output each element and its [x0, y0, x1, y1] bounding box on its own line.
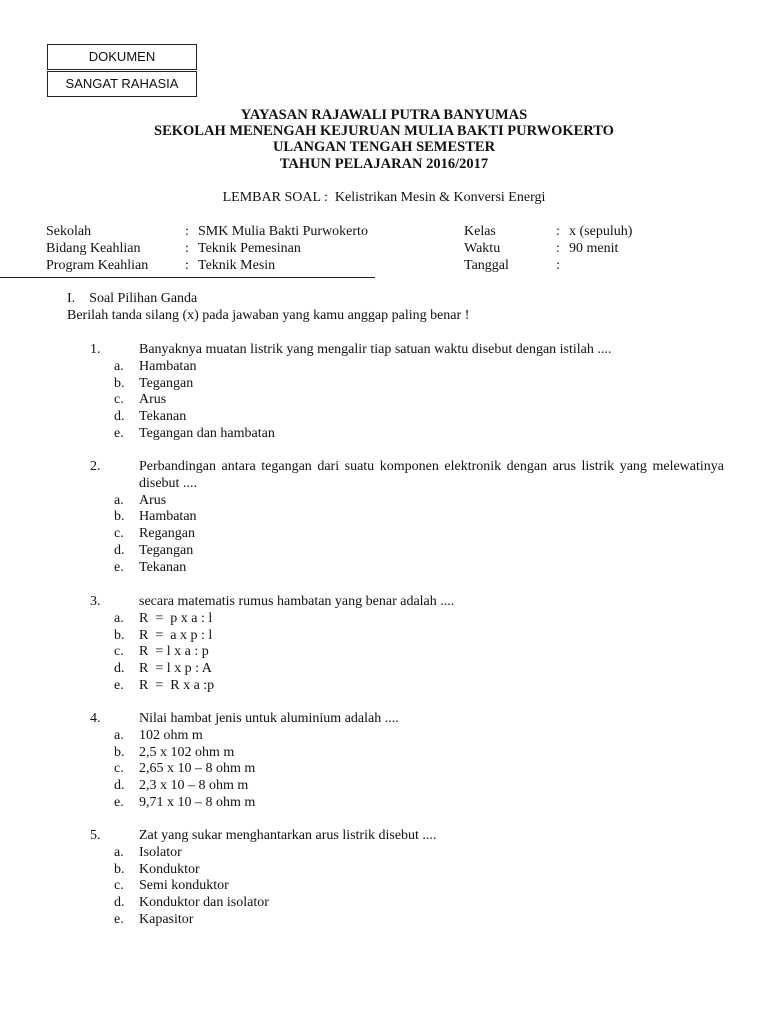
section-number: I.: [67, 291, 76, 306]
info-colon: :: [185, 224, 189, 239]
option-text: Konduktor dan isolator: [139, 895, 269, 911]
answer-option[interactable]: [90, 661, 724, 678]
identity-row: [46, 258, 746, 275]
header-divider: [0, 277, 375, 278]
option-text: Tekanan: [139, 409, 187, 425]
option-letter: c.: [114, 392, 124, 408]
confidential-stamp-label: SANGAT RAHASIA: [47, 71, 197, 97]
question-text: secara matematis rumus hambatan yang benar adalah ....: [139, 594, 455, 609]
info-colon: :: [185, 240, 189, 256]
question-number: 4.: [90, 711, 101, 726]
subject-value: Kelistrikan Mesin & Konversi Energi: [334, 190, 546, 205]
option-text: Isolator: [139, 844, 182, 860]
option-text: Tegangan: [139, 375, 194, 391]
question-stem: [90, 828, 724, 845]
option-text: Konduktor: [139, 861, 200, 877]
option-text: 102 ohm m: [139, 727, 203, 743]
exam-title: ULANGAN TENGAH SEMESTER: [272, 139, 496, 156]
question-stem: [90, 459, 724, 493]
option-text: 2,3 x 10 – 8 ohm m: [139, 778, 249, 794]
option-letter: a.: [114, 610, 124, 626]
question-stem: [90, 594, 724, 611]
question-number: 3.: [90, 594, 101, 609]
option-letter: c.: [114, 761, 124, 777]
answer-options: [90, 611, 724, 695]
school-name: SEKOLAH MENENGAH KEJURUAN MULIA BAKTI PURWOKERTO: [154, 123, 614, 140]
question-5: [90, 828, 724, 929]
answer-option[interactable]: [90, 895, 724, 912]
subject-line: [0, 190, 768, 207]
answer-option[interactable]: [90, 878, 724, 895]
question-number: 2.: [90, 459, 101, 474]
question-1: [90, 342, 724, 443]
info-value: Teknik Mesin: [198, 258, 276, 273]
answer-options: [90, 493, 724, 577]
instruction-text: Berilah tanda silang (x) pada jawaban yang kamu anggap paling benar !: [67, 308, 470, 323]
question-4: [90, 711, 724, 812]
answer-option[interactable]: [90, 543, 724, 560]
option-letter: b.: [114, 375, 125, 391]
option-text: Tegangan dan hambatan: [139, 425, 275, 441]
option-text: Regangan: [139, 526, 195, 542]
question-number: 1.: [90, 342, 101, 357]
option-letter: e.: [114, 794, 124, 810]
option-letter: a.: [114, 727, 124, 743]
info-colon: :: [556, 240, 560, 256]
answer-option[interactable]: [90, 426, 724, 443]
question-text: Perbandingan antara tegangan dari suatu komponen elektronik dengan arus listrik yang melewatinya disebut ....: [139, 459, 724, 491]
option-letter: d.: [114, 409, 125, 425]
option-letter: b.: [114, 509, 125, 525]
info-value: x (sepuluh): [569, 224, 633, 239]
option-text: Arus: [139, 492, 167, 508]
info-value: Teknik Pemesinan: [198, 240, 301, 256]
question-text: Zat yang sukar menghantarkan arus listrik disebut ....: [139, 828, 437, 843]
option-letter: d.: [114, 661, 125, 677]
answer-option[interactable]: [90, 526, 724, 543]
info-label: Sekolah: [46, 224, 92, 239]
academic-year: TAHUN PELAJARAN 2016/2017: [279, 155, 489, 172]
subject-label: LEMBAR SOAL :: [222, 190, 328, 205]
question-stem: [90, 711, 724, 728]
info-value: SMK Mulia Bakti Purwokerto: [198, 224, 368, 239]
identity-table: [46, 224, 746, 275]
option-letter: c.: [114, 644, 124, 660]
option-letter: a.: [114, 492, 124, 508]
option-text: 2,5 x 102 ohm m: [139, 744, 235, 760]
identity-row: [46, 241, 746, 258]
answer-option[interactable]: [90, 392, 724, 409]
answer-option[interactable]: [90, 912, 724, 929]
identity-row: [46, 224, 746, 241]
option-text: R = a x p : l: [139, 627, 213, 643]
info-label: Kelas: [464, 224, 496, 239]
option-letter: a.: [114, 844, 124, 860]
info-colon: :: [185, 258, 189, 273]
answer-option[interactable]: [90, 493, 724, 510]
question-number: 5.: [90, 828, 101, 843]
option-letter: c.: [114, 526, 124, 542]
option-text: R = p x a : l: [139, 610, 213, 626]
info-label: Program Keahlian: [46, 258, 149, 273]
info-label: Waktu: [464, 240, 501, 256]
question-3: [90, 594, 724, 695]
answer-option[interactable]: [90, 409, 724, 426]
answer-option[interactable]: [90, 795, 724, 812]
option-text: Tegangan: [139, 542, 194, 558]
option-letter: d.: [114, 778, 125, 794]
answer-option[interactable]: [90, 728, 724, 745]
option-text: R = l x p : A: [139, 661, 212, 677]
option-letter: e.: [114, 911, 124, 927]
document-stamp-label: DOKUMEN: [47, 44, 197, 70]
answer-option[interactable]: [90, 745, 724, 762]
answer-option[interactable]: [90, 560, 724, 577]
option-letter: e.: [114, 677, 124, 693]
info-value: 90 menit: [569, 240, 619, 256]
answer-option[interactable]: [90, 359, 724, 376]
answer-option[interactable]: [90, 778, 724, 795]
answer-option[interactable]: [90, 628, 724, 645]
answer-options: [90, 728, 724, 812]
answer-option[interactable]: [90, 644, 724, 661]
option-text: Tekanan: [139, 559, 187, 575]
option-letter: e.: [114, 559, 124, 575]
option-text: R = l x a : p: [139, 644, 209, 660]
option-letter: e.: [114, 425, 124, 441]
info-label: Bidang Keahlian: [46, 240, 141, 256]
answer-option[interactable]: [90, 761, 724, 778]
answer-option[interactable]: [90, 862, 724, 879]
option-letter: d.: [114, 895, 125, 911]
info-colon: :: [556, 224, 560, 239]
option-letter: b.: [114, 744, 125, 760]
answer-option[interactable]: [90, 611, 724, 628]
answer-options: [90, 845, 724, 929]
info-colon: :: [556, 258, 560, 273]
answer-option[interactable]: [90, 376, 724, 393]
question-stem: [90, 342, 724, 359]
option-text: Semi konduktor: [139, 878, 229, 894]
option-text: 2,65 x 10 – 8 ohm m: [139, 761, 256, 777]
info-label: Tanggal: [464, 258, 509, 273]
option-letter: a.: [114, 358, 124, 374]
answer-option[interactable]: [90, 845, 724, 862]
answer-option[interactable]: [90, 509, 724, 526]
option-letter: b.: [114, 627, 125, 643]
answer-option[interactable]: [90, 678, 724, 695]
section-title: Soal Pilihan Ganda: [89, 291, 198, 306]
option-text: Hambatan: [139, 509, 197, 525]
option-letter: d.: [114, 542, 125, 558]
option-letter: c.: [114, 878, 124, 894]
option-text: 9,71 x 10 – 8 ohm m: [139, 794, 256, 810]
document-header: [0, 107, 768, 172]
question-text: Banyaknya muatan listrik yang mengalir tiap satuan waktu disebut dengan istilah ....: [139, 342, 612, 357]
foundation-name: YAYASAN RAJAWALI PUTRA BANYUMAS: [240, 107, 528, 123]
option-text: R = R x a :p: [139, 677, 215, 693]
option-text: Kapasitor: [139, 911, 194, 927]
question-2: [90, 459, 724, 577]
option-text: Hambatan: [139, 358, 197, 374]
option-text: Arus: [139, 392, 167, 408]
question-text: Nilai hambat jenis untuk aluminium adalah ....: [139, 711, 399, 726]
section-heading: [67, 291, 197, 308]
answer-options: [90, 359, 724, 443]
option-letter: b.: [114, 861, 125, 877]
